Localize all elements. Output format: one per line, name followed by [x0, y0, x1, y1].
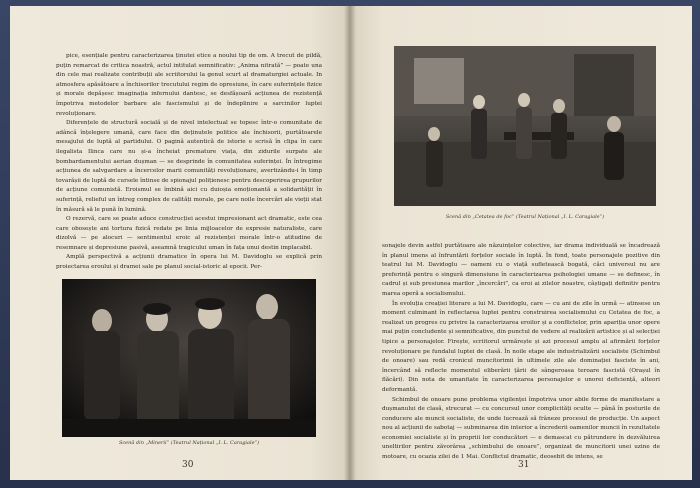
photo-caption: Scenă din „Cetatea de foc” (Teatrul Național „I. L. Caragiale”): [445, 214, 605, 220]
paragraph: pice, esențiale pentru caracterizarea ținutei etice a noului tip de om. A trecut de pildă, puțin remarcat de critica noastră, actul intitulat semnificativ: „Anima nitrată” — poate una din cele mai realizate contribuții ale scriitorului la genul scurt al dramaturgiei actuale. In atmosfera apăsătoare a închisorilor trecutului regim de opresiune, în care suferințele fizice și morale depășesc imaginația infernului dantesc, se desfășoară acțiunea de rezistență împotriva metodelor barbare ale fascismului și de îndeplinire a sarcinilor luptei revoluționare.: [56, 53, 322, 117]
book-gutter: [344, 6, 356, 480]
paragraph: O rezervă, care se poate aduce construcției acestui impresionant act dramatic, este cea care obosește ani tortura fizică redate pe linia mijloacelor de expresie naturaliste, care dizolvă — pe alocuri — sentimentul eroic al rezistenței morale într-o atitudine de resemnare și depresiune pasivă, aseamnă tragicului uman în fața unui destin implacabil.: [56, 216, 322, 251]
page-number: 30: [182, 460, 194, 470]
paragraph: În evoluția creației literare a lui M. Davidoglu, care — cu ani de zile în urmă — atinsese un moment culminant în reflectarea luptei pentru construirea socialismului cu Cetatea de foc, a realizat un progres cu privire la caracterizarea eroilor și a conflictelor, prin apariția unor opere mai puțin concludente și semnificative, din punctul de vedere al realizării artistice și al selecției tipice a personajelor. Firește, scriitorul urmărește și azi procesul amplu al afirmării forțelor revoluționare pe fundalul luptei de clasă. În noile etape ale industrializării socialiste (Schimbul de onoare) sau redă cronicul muncitorimii în ultimele zile ale dominației fasciste în ani, încercând să reflecte momentul eliberării țării de sângeroasa teroare fascistă (Orașul în flăcări). Din nota de umanitate în caracterizarea personajelor e unorei deficiență, alteori deformantă.: [382, 300, 660, 393]
paragraph: sonajele devin astfel purtătoare ale năzuințelor colective, iar drama individuală se încadrează în planul imens al înfruntării forțelor sociale în luptă. În fond, toate personajele pozitive din teatrul lui M. Davidoglu — oameni cu o viață sufletească bogată, căci universul nu are preferință pentru o singură dimensiune în caracterizarea psihologiei umane — se definesc, în cadrul și sub presiunea marilor „încercări”, ca eroi ai zilelor noastre, câștigați definitiv pentru marea operă a socialismului.: [382, 243, 660, 297]
left-page: [10, 6, 350, 480]
paragraph: Schimbul de onoare pune problema vigilenței împotriva unor abile forme de manifestare a dușmanului de clasă, strecurat — cu concursul unor complicități oculte — până în posturile de conducere ale muncii socialiste, de unde lucrează să frâneze procesul de producție. Un aspect nou al acțiunii de sabotaj — subminarea din interior a încrederii oamenilor muncii în rezultatele economiei socialiste și în propriii lor conducători — e demascat cu pătrundere în dezvăluirea uneltirilor pentru zăvorârea „schimbului de onoare”, organizat de muncitorii unei uzine de motoare, cu ocazia zilei de 1 Mai. Conflictul dramatic, deosebit de intens, se: [382, 396, 660, 461]
photo-caption: Scenă din „Minerii” (Teatrul Național „I. L. Caragiale”): [118, 440, 260, 446]
paragraph: Amplă perspectivă a acțiunii dramatice în opera lui M. Davidoglu se explică prin proiectarea eroului și dramei sale pe planul social-istoric al epocii. Per-: [56, 254, 322, 271]
right-page-text: [382, 242, 660, 463]
right-page: [350, 6, 692, 480]
photo-minerii: [62, 279, 316, 437]
photo-cetatea-de-foc: [394, 46, 656, 206]
page-number: 31: [518, 460, 530, 470]
left-page-text: [56, 52, 322, 273]
paragraph: Diferențele de structură socială și de nivel intelectual se topesc într-o comunitate de adâncă înțelegere umană, care face din deținutele politice ale închisorii, purtătoarele mesajului de luptă al partidului. O pagină autentică de istorie e scrisă în clipa în care ilegalista Ilinca care nu și-a încheiat premature viața, din zidurile surpate ale bombardamentului aerian dușman — se desprinde în comunitatea suferinței. În întregime acțiunea de salvgardare a încercelor marii comunități revoluționare, avertizându-i în timp tovarășii de luptă de cursele întinse de spionajul polițienesc pentru descoperirea grupurilor de acțiune comunistă. Eroismul se îmbină aici cu duioșia emoționantă a solidarității în suferință, relieful un întreg complex de calități morale, pe care noile încercări ale vieții stat în măsură să le pună în lumină.: [56, 120, 322, 213]
